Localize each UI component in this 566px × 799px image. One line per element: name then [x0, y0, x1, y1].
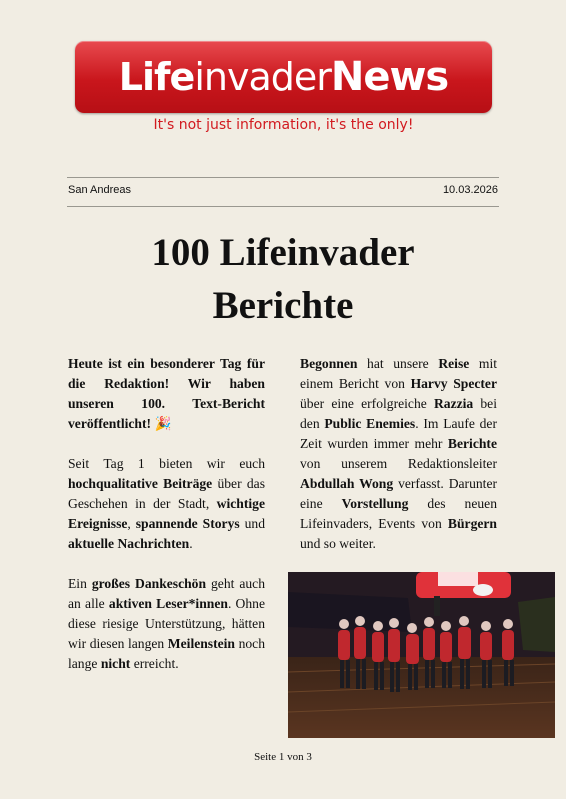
location: San Andreas: [68, 184, 131, 196]
bottom-rule: [67, 206, 499, 207]
text-run: .: [189, 536, 193, 551]
text-run: bei den: [300, 396, 497, 431]
text-run: über das Geschehen in der Stadt,: [68, 476, 265, 511]
bold-text: Public Enemies: [324, 416, 416, 431]
text-run: und: [239, 516, 266, 531]
page-number: Seite 1 von 3: [254, 751, 312, 763]
date: 10.03.2026: [442, 184, 498, 196]
lifeinvader-news-logo: [75, 41, 492, 113]
text-run: verfasst. Darunter eine: [300, 476, 498, 511]
paragraph-intro: [68, 354, 265, 434]
bold-text: Reise: [438, 356, 470, 371]
bold-text: Heute ist ein besonderer Tag für die Redaktion! Wir haben unseren 100. Text-Bericht veröffentlicht!: [68, 356, 265, 431]
text-run: von unserem Redaktionsleiter: [300, 456, 497, 471]
bold-text: Bürgern: [447, 516, 497, 531]
text-run: hat unsere: [357, 356, 439, 371]
text-run: erreicht.: [130, 656, 179, 671]
text-run: . Im Laufe der Zeit wurden immer mehr: [300, 416, 497, 451]
logo-invader: invader: [194, 55, 331, 99]
paragraph-history: [300, 354, 497, 554]
bold-text: Berichte: [447, 436, 497, 451]
bold-text: nicht: [100, 656, 131, 671]
headline: [60, 226, 506, 332]
bold-text: großes Dankeschön: [91, 576, 207, 591]
text-run: 🎉: [154, 416, 172, 431]
headline-line-1: 100 Lifeinvader: [151, 231, 415, 274]
bold-text: aktiven Leser*innen: [108, 596, 228, 611]
text-run: mit einem Bericht von: [300, 356, 497, 391]
text-run: ,: [127, 516, 136, 531]
bold-text: Abdullah Wong: [300, 476, 394, 491]
bold-text: Meilenstein: [167, 636, 235, 651]
paragraph-thanks: [68, 574, 265, 674]
text-run: des neuen Lifeinvaders, Events von: [300, 496, 497, 531]
bold-text: hochqualitative Beiträge: [68, 476, 213, 491]
bold-text: aktuelle Nachrichten: [68, 536, 190, 551]
tagline: It's not just information, it's the only!: [153, 117, 414, 133]
bold-text: Razzia: [433, 396, 474, 411]
dateline: [68, 184, 498, 196]
text-run: noch lange: [68, 636, 265, 671]
bold-text: wichtige Ereignisse: [68, 496, 265, 531]
text-run: . Ohne diese riesige Unterstützung, hätten wir diesen langen: [68, 596, 266, 651]
left-column: [68, 354, 265, 694]
group-photo-icon: [288, 572, 555, 738]
text-run: über eine erfolgreiche: [300, 396, 434, 411]
top-rule: [67, 177, 499, 178]
bold-text: Vorstellung: [341, 496, 409, 511]
logo-life: Life: [118, 55, 195, 99]
headline-line-2: Berichte: [212, 284, 354, 327]
text-run: Ein: [68, 576, 92, 591]
paragraph-offer: [68, 454, 265, 554]
bold-text: Harvy Specter: [410, 376, 497, 391]
bold-text: spannende Storys: [135, 516, 240, 531]
bold-text: Begonnen: [300, 356, 358, 371]
text-run: und so weiter.: [300, 536, 376, 551]
logo-news: News: [330, 54, 449, 100]
right-column: [300, 354, 497, 574]
text-run: Seit Tag 1 bieten wir euch: [68, 456, 265, 471]
text-run: geht auch an alle: [68, 576, 265, 611]
group-photo: [288, 572, 555, 738]
